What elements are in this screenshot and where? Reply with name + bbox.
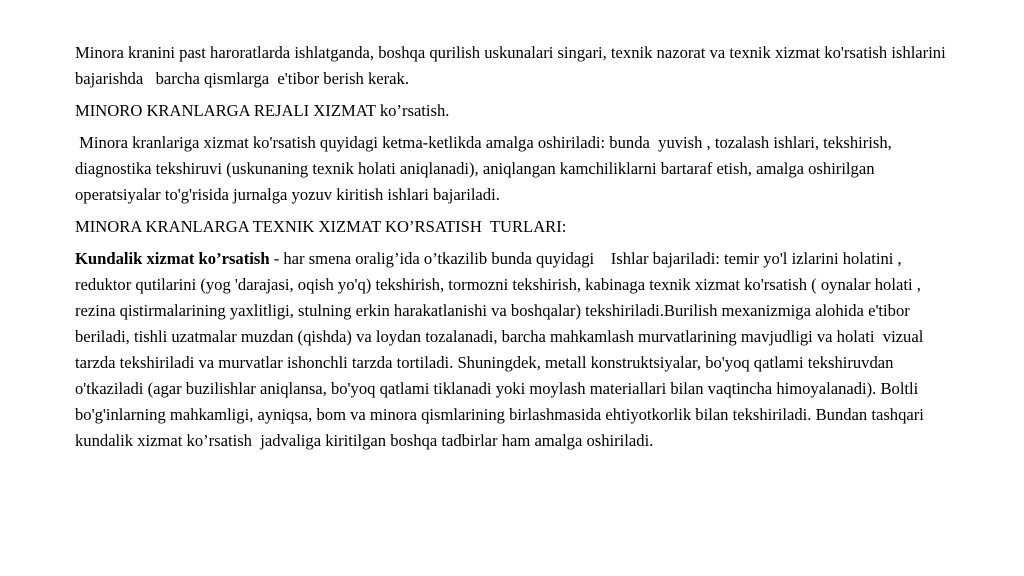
daily-service-description: - har smena oralig’ida o’tkazilib bunda quyidagi Ishlar bajariladi: temir yo'l izlarini holatini , reduktor qutilarini (yog 'darajasi, oqish yo'q) tekshirish, tormozni tekshirish, kabinaga texnik xizmat ko'rsatish ( oynalar holati , rezina qistirmalarining yaxlitligi, stulning erkin harakatlanishi va boshqalar) tekshiriladi.Burilish mexanizmiga alohida e'tibor beriladi, tishli uzatmalar muzdan (qishda) va loydan tozalanadi, barcha mahkamlash murvatlarining mavjudligi va holati vizual tarzda tekshiriladi va murvatlar ishonchli tarzda tortiladi. Shuningdek, metall konstruktsiyalar, bo'yoq qatlami tekshiruvdan o'tkaziladi (agar buzilishlar aniqlansa, bo'yoq qatlami tiklanadi yoki moylash materiallari bilan vaqtincha himoyalanadi). Boltli bo'g'inlarning mahkamligi, ayniqsa, bom va minora qismlarining birlashmasida ehtiyotkorlik bilan tekshiriladi. Bundan tashqari kundalik xizmat ko’rsatish jadvaliga kiritilgan boshqa tadbirlar ham amalga oshiriladi. — [75, 249, 930, 450]
slide-content — [75, 40, 955, 460]
service-types-heading: MINORA KRANLARGA TEXNIK XIZMAT KO’RSATISH TURLARI: — [75, 217, 567, 236]
daily-service-paragraph — [75, 246, 955, 454]
planned-service-heading: MINORO KRANLARGA REJALI XIZMAT ko’rsatish. — [75, 101, 450, 120]
daily-service-term: Kundalik xizmat ko’rsatish — [75, 249, 270, 268]
intro-paragraph: Minora kranini past haroratlarda ishlatganda, boshqa qurilish uskunalari singari, texnik nazorat va texnik xizmat ko'rsatish ishlarini bajarishda barcha qismlarga e'tibor berish kerak. — [75, 43, 950, 88]
service-sequence-paragraph: Minora kranlariga xizmat ko'rsatish quyidagi ketma-ketlikda amalga oshiriladi: bunda yuvish , tozalash ishlari, tekshirish, diagnostika tekshiruvi (uskunaning texnik holati aniqlanadi), aniqlangan kamchiliklarni bartaraf etish, amalga oshirilgan operatsiyalar to'g'risida jurnalga yozuv kiritish ishlari bajariladi. — [75, 133, 896, 204]
